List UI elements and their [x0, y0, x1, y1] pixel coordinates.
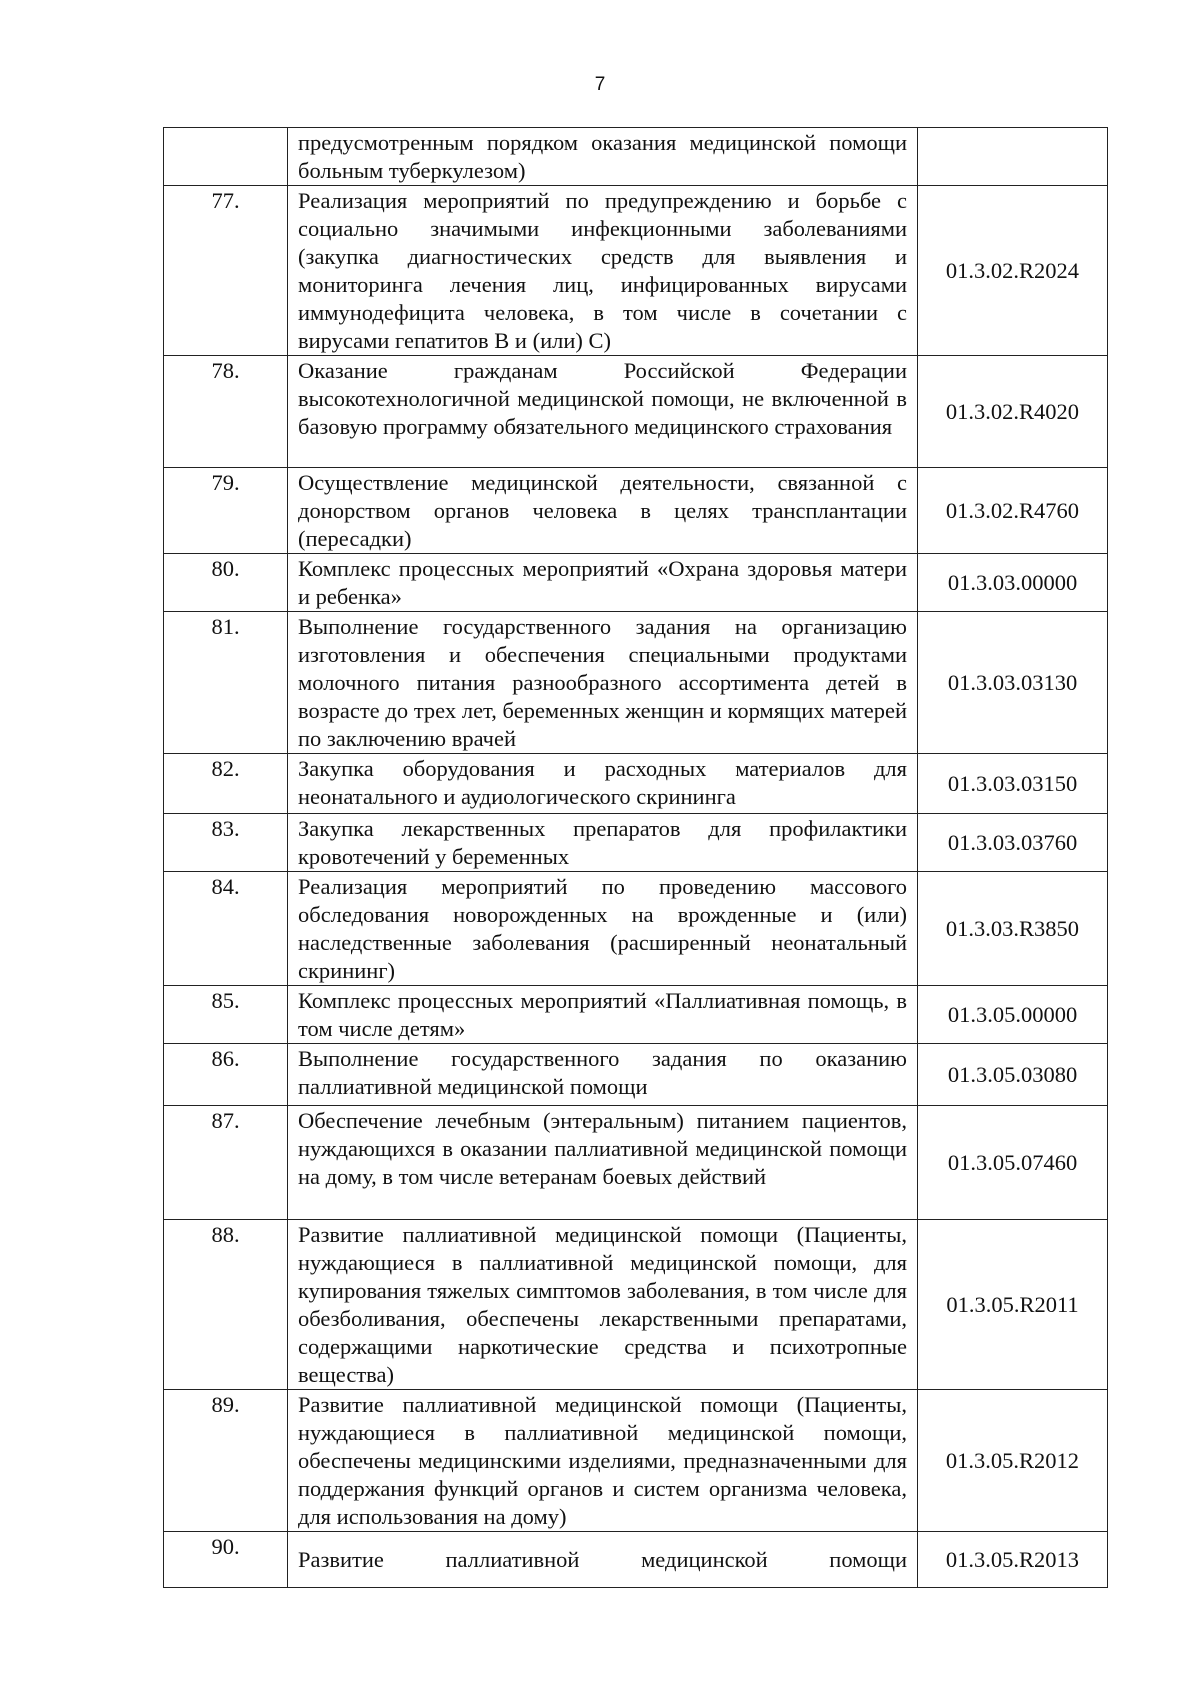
table-row [164, 186, 1108, 356]
row-description: Развитие паллиативной медицинской помощи (Пациенты, нуждающиеся в паллиативной медицинской помощи, обеспечены медицинскими изделиями, предназначенными для поддержания функций органов и систем организма человека, для использования на дому) [288, 1390, 918, 1532]
row-code: 01.3.02.R4020 [918, 356, 1108, 468]
row-number: 80. [164, 554, 288, 612]
page-number: 7 [594, 74, 606, 95]
table-row [164, 986, 1108, 1044]
row-number: 87. [164, 1106, 288, 1220]
row-code: 01.3.03.03150 [918, 754, 1108, 814]
table-row [164, 1532, 1108, 1588]
row-code: 01.3.02.R4760 [918, 468, 1108, 554]
table-row [164, 468, 1108, 554]
row-code: 01.3.05.07460 [918, 1106, 1108, 1220]
row-description: Реализация мероприятий по предупреждению и борьбе с социально значимыми инфекционными заболеваниями (закупка диагностических средств для выявления и мониторинга лечения лиц, инфицированных вирусами иммунодефицита человека, в том числе в сочетании с вирусами гепатитов B и (или) C) [288, 186, 918, 356]
row-description: Развитие паллиативной медицинской помощи [288, 1532, 918, 1588]
measures-table [163, 127, 1108, 1588]
row-code: 01.3.03.00000 [918, 554, 1108, 612]
row-description: Реализация мероприятий по проведению массового обследования новорожденных на врожденные и (или) наследственные заболевания (расширенный неонатальный скрининг) [288, 872, 918, 986]
row-number: 86. [164, 1044, 288, 1106]
table-row [164, 128, 1108, 186]
row-description: Осуществление медицинской деятельности, связанной с донорством органов человека в целях трансплантации (пересадки) [288, 468, 918, 554]
row-number: 85. [164, 986, 288, 1044]
row-number [164, 128, 288, 186]
row-number: 89. [164, 1390, 288, 1532]
table-row [164, 1220, 1108, 1390]
row-code: 01.3.03.03760 [918, 814, 1108, 872]
table-row [164, 754, 1108, 814]
row-code: 01.3.05.R2013 [918, 1532, 1108, 1588]
row-number: 84. [164, 872, 288, 986]
row-code: 01.3.03.03130 [918, 612, 1108, 754]
row-code: 01.3.05.R2012 [918, 1390, 1108, 1532]
row-code: 01.3.05.R2011 [918, 1220, 1108, 1390]
table-row [164, 1044, 1108, 1106]
row-description: Выполнение государственного задания по оказанию паллиативной медицинской помощи [288, 1044, 918, 1106]
table-row [164, 872, 1108, 986]
table-row [164, 554, 1108, 612]
row-description: предусмотренным порядком оказания медицинской помощи больным туберкулезом) [288, 128, 918, 186]
row-code: 01.3.05.03080 [918, 1044, 1108, 1106]
row-description: Комплекс процессных мероприятий «Охрана здоровья матери и ребенка» [288, 554, 918, 612]
row-description: Оказание гражданам Российской Федерации высокотехнологичной медицинской помощи, не включенной в базовую программу обязательного медицинского страхования [288, 356, 918, 468]
row-number: 90. [164, 1532, 288, 1588]
row-description: Выполнение государственного задания на организацию изготовления и обеспечения специальными продуктами молочного питания разнообразного ассортимента детей в возрасте до трех лет, беременных женщин и кормящих матерей по заключению врачей [288, 612, 918, 754]
table-row [164, 814, 1108, 872]
row-number: 81. [164, 612, 288, 754]
row-number: 82. [164, 754, 288, 814]
row-description: Закупка лекарственных препаратов для профилактики кровотечений у беременных [288, 814, 918, 872]
row-number: 78. [164, 356, 288, 468]
row-code: 01.3.02.R2024 [918, 186, 1108, 356]
row-number: 88. [164, 1220, 288, 1390]
row-code: 01.3.03.R3850 [918, 872, 1108, 986]
table-row [164, 356, 1108, 468]
row-number: 77. [164, 186, 288, 356]
table-row [164, 1106, 1108, 1220]
row-code [918, 128, 1108, 186]
row-code: 01.3.05.00000 [918, 986, 1108, 1044]
row-number: 83. [164, 814, 288, 872]
table-row [164, 1390, 1108, 1532]
table-row [164, 612, 1108, 754]
row-description: Закупка оборудования и расходных материалов для неонатального и аудиологического скрининга [288, 754, 918, 814]
row-description: Обеспечение лечебным (энтеральным) питанием пациентов, нуждающихся в оказании паллиативной медицинской помощи на дому, в том числе ветеранам боевых действий [288, 1106, 918, 1220]
row-description: Комплекс процессных мероприятий «Паллиативная помощь, в том числе детям» [288, 986, 918, 1044]
row-description: Развитие паллиативной медицинской помощи (Пациенты, нуждающиеся в паллиативной медицинской помощи, для купирования тяжелых симптомов заболевания, в том числе для обезболивания, обеспечены лекарственными препаратами, содержащими наркотические средства и психотропные вещества) [288, 1220, 918, 1390]
row-number: 79. [164, 468, 288, 554]
